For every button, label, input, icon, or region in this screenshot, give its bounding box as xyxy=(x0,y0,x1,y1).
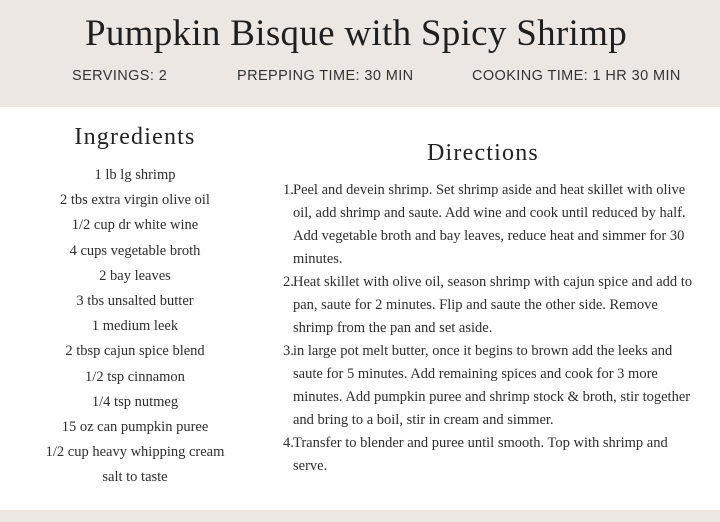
step-number: 2. xyxy=(283,274,294,290)
ingredient-item: 1 lb lg shrimp xyxy=(94,167,176,183)
directions-heading: Directions xyxy=(427,140,539,166)
step-text: Peel and devein shrimp. Set shrimp aside and heat skillet with olive oil, add shrimp and saute. Add wine and cook until reduced by half. Add vegetable broth and bay leaves, reduce heat and simmer for 30 minutes. xyxy=(293,182,686,267)
ingredients-heading: Ingredients xyxy=(74,124,196,150)
ingredient-item: 1/2 cup dr white wine xyxy=(71,217,199,234)
prep-time-label: PREPPING TIME: 30 MIN xyxy=(237,68,414,84)
directions-list xyxy=(283,179,695,478)
step-text: in large pot melt butter, once it begins to brown add the leeks and saute for 5 minutes. Add remaining spices and cook for 3 more minutes. Add pumpkin puree and shrimp stock & broth, stir together and bring to a boil, stir in cream and simmer. xyxy=(293,343,691,428)
ingredient-item: 2 bay leaves xyxy=(99,267,171,284)
servings-label: SERVINGS: 2 xyxy=(72,68,168,84)
ingredient-item: 1 medium leek xyxy=(91,318,179,335)
step-number: 3. xyxy=(283,343,294,359)
direction-step xyxy=(283,271,695,340)
ingredients-list xyxy=(0,163,270,490)
recipe-card xyxy=(0,107,720,510)
direction-step xyxy=(283,432,695,478)
ingredient-item: 2 tbs extra virgin olive oil xyxy=(60,192,210,209)
ingredient-item: 1/2 tsp cinnamon xyxy=(85,368,185,385)
ingredient-item: 15 oz can pumpkin puree xyxy=(61,418,209,435)
ingredient-item: 2 tbsp cajun spice blend xyxy=(65,343,205,360)
direction-step xyxy=(283,179,695,271)
step-text: Heat skillet with olive oil, season shrimp with cajun spice and add to pan, saute for 2 minutes. Flip and saute the other side. Remove shrimp from the pan and set aside. xyxy=(293,274,693,336)
step-number: 4. xyxy=(283,435,294,451)
ingredient-item: 4 cups vegetable broth xyxy=(69,242,201,259)
step-number: 1. xyxy=(283,182,294,198)
recipe-header xyxy=(0,0,720,107)
recipe-title: Pumpkin Bisque with Spicy Shrimp xyxy=(84,13,628,54)
ingredient-item: salt to taste xyxy=(102,469,168,486)
cook-time-label: COOKING TIME: 1 HR 30 MIN xyxy=(472,68,681,84)
footer-band xyxy=(0,510,720,522)
ingredient-item: 1/2 cup heavy whipping cream xyxy=(45,444,225,461)
ingredient-item: 1/4 tsp nutmeg xyxy=(91,393,179,410)
step-text: Transfer to blender and puree until smooth. Top with shrimp and serve. xyxy=(293,435,668,474)
direction-step xyxy=(283,340,695,432)
ingredient-item: 3 tbs unsalted butter xyxy=(76,292,194,309)
